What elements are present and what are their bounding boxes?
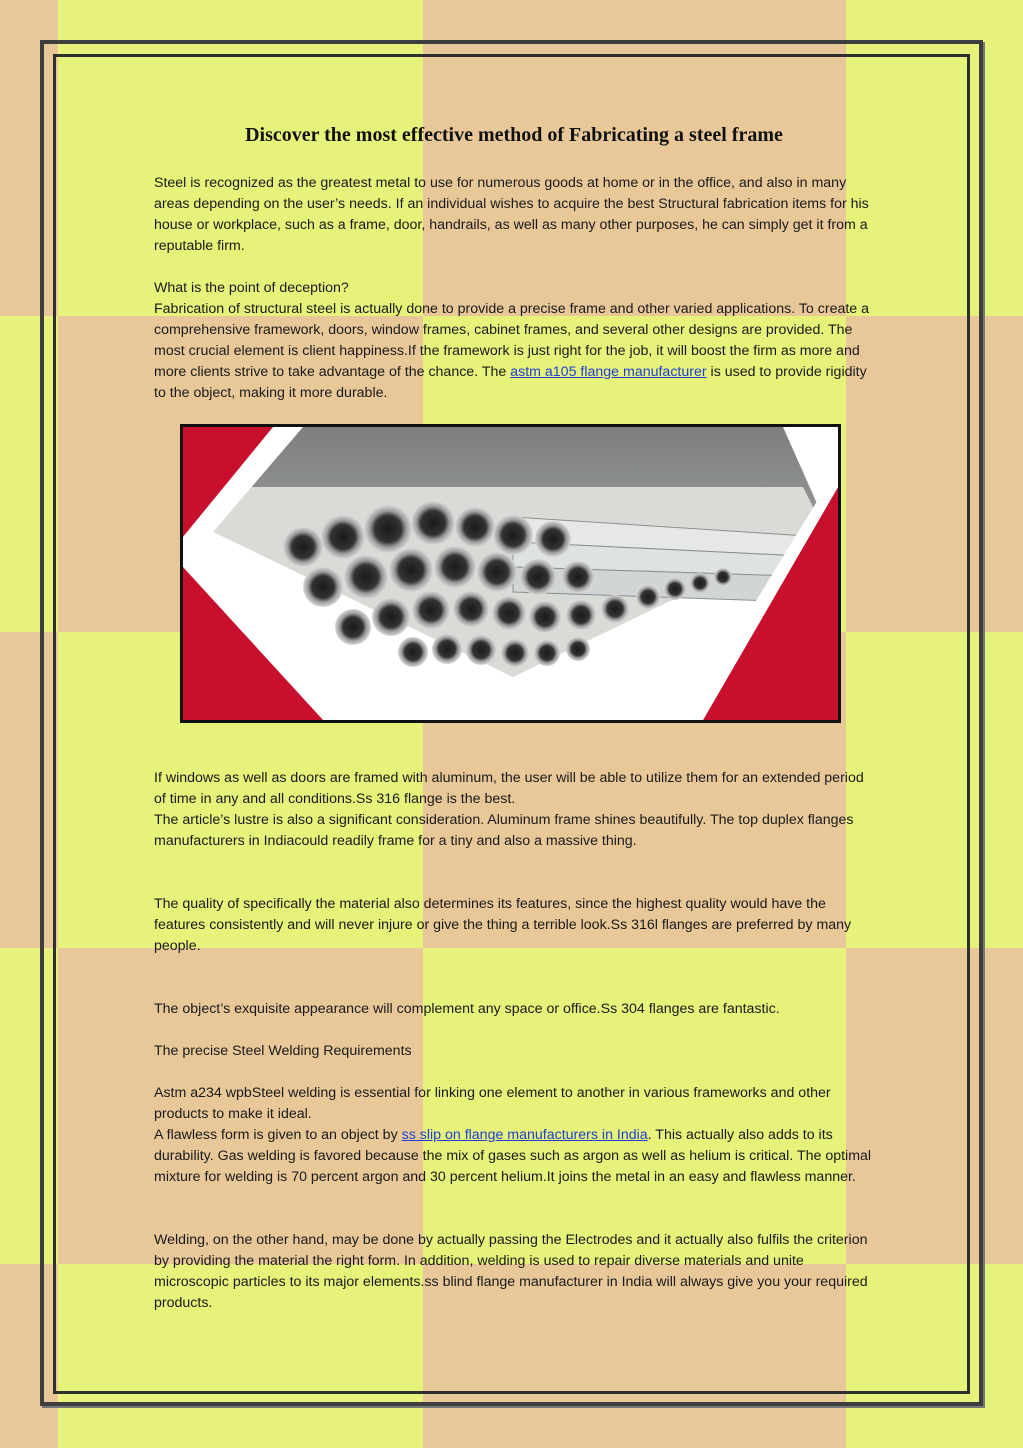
paragraph-quality: The quality of specifically the material also determines its features, since the highest quality would have the features consistently and will never injure or give the thing a terrible look.Ss 316l flanges are preferred by many people. [154, 896, 852, 954]
paragraph-fabrication-text: Fabrication of structural steel is actually done to provide a precise frame and other varied applications. To create a comprehensive framework, doors, window frames, cabinet frames, and several other designs are provided. The most crucial element is client happiness.If the framework is just right for the job, it will boost the firm as more and more clients strive to take advantage of the chance. The [154, 301, 870, 380]
paragraph-electrodes: Welding, on the other hand, may be done by actually passing the Electrodes and it actually also fulfils the criterion by providing the material the right form. In addition, welding is used to repair diverse materials and unite microscopic particles to its major elements.ss blind flange manufacturer in India will always give you your required products. [154, 1232, 868, 1311]
paragraph-welding-intro: Astm a234 wpbSteel welding is essential for linking one element to another in various frameworks and other products to make it ideal. [154, 1085, 831, 1122]
paragraph-gas-welding-text: A flawless form is given to an object by [154, 1127, 402, 1143]
paragraph-lustre: The article’s lustre is also a significant consideration. Aluminum frame shines beautifully. The top duplex flanges manufacturers in Indiacould readily frame for a tiny and also a massive thing. [154, 812, 854, 849]
paragraph-gas-welding [154, 1125, 879, 1188]
paragraph-fabrication [154, 299, 879, 404]
link-ss-slip-on[interactable]: ss slip on flange manufacturers in India [401, 1127, 648, 1143]
subheading-welding: The precise Steel Welding Requirements [154, 1043, 412, 1059]
subheading-deception: What is the point of deception? [154, 280, 349, 296]
steel-pipes-photo [180, 424, 841, 723]
steel-pipes-illustration [183, 427, 838, 720]
paragraph-appearance: The object’s exquisite appearance will complement any space or office.Ss 304 flanges are fantastic. [154, 1001, 780, 1017]
paragraph-intro: Steel is recognized as the greatest metal to use for numerous goods at home or in the office, and also in many areas depending on the user’s needs. If an individual wishes to acquire the best Structural fabrication items for his house or workplace, such as a frame, door, handrails, as well as many other purposes, he can simply get it from a reputable firm. [154, 175, 869, 254]
paragraph-fabrication-end: is used to provide rigidity to the object, making it more durable. [154, 364, 867, 401]
paragraph-aluminum: If windows as well as doors are framed with aluminum, the user will be able to utilize them for an extended period of time in any and all conditions.Ss 316 flange is the best. [154, 770, 864, 807]
document-title: Discover the most effective method of Fabricating a steel frame [245, 124, 783, 146]
paragraph-gas-welding-end: . This actually also adds to its durability. Gas welding is favored because the mix of gases such as argon as well as helium is critical. The optimal mixture for welding is 70 percent argon and 30 percent helium.It joins the metal in an easy and flawless manner. [154, 1127, 872, 1185]
link-astm-a105[interactable]: astm a105 flange manufacturer [510, 364, 707, 380]
